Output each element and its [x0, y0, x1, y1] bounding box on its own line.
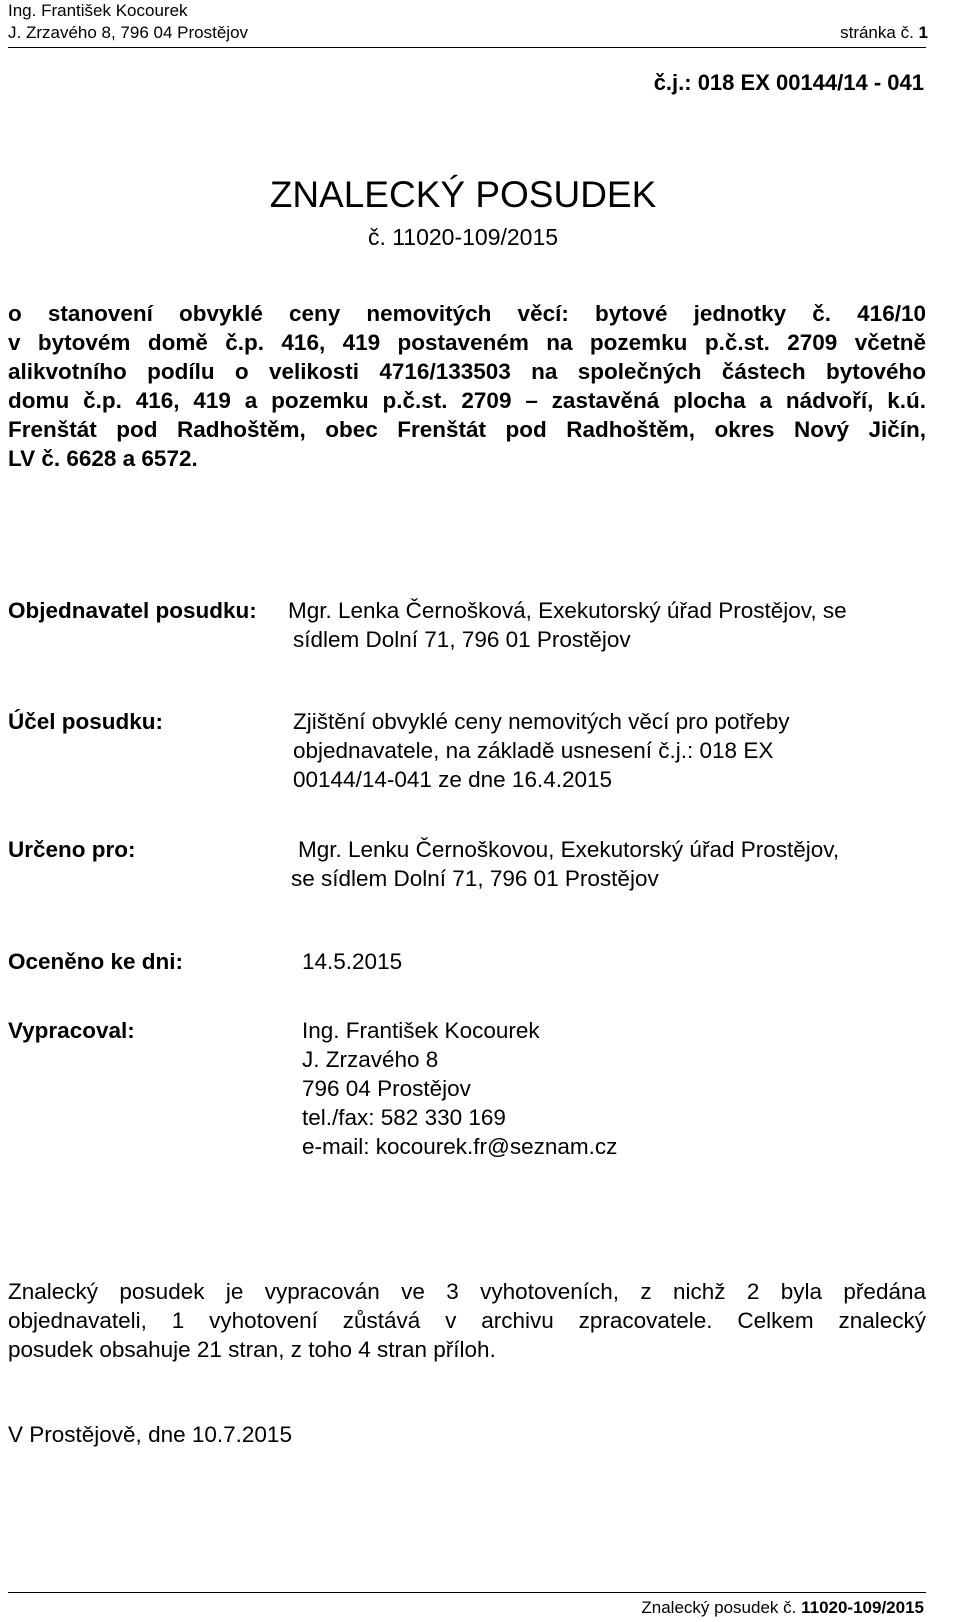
intended-for-label: Určeno pro:: [8, 837, 136, 862]
document-title: ZNALECKÝ POSUDEK: [269, 174, 657, 215]
header-author-address: J. Zrzavého 8, 796 04 Prostějov: [8, 23, 249, 42]
subject-line: LV č. 6628 a 6572.: [8, 446, 198, 471]
document-number: č. 11020-109/2015: [367, 224, 559, 250]
place-and-date: V Prostějově, dne 10.7.2015: [8, 1422, 292, 1447]
valuation-date-value: 14.5.2015: [302, 949, 403, 974]
purpose-line: Zjištění obvyklé ceny nemovitých věcí pro potřeby: [293, 709, 790, 734]
purpose-label: Účel posudku:: [8, 709, 164, 734]
intended-for-line: Mgr. Lenku Černoškovou, Exekutorský úřad Prostějov,: [298, 837, 840, 862]
prepared-by-line: tel./fax: 582 330 169: [302, 1105, 506, 1130]
subject-line: v bytovém domě č.p. 416, 419 postaveném na pozemku p.č.st. 2709 včetně: [8, 330, 926, 355]
orderer-line: sídlem Dolní 71, 796 01 Prostějov: [293, 627, 631, 652]
page-label: stránka č.: [840, 23, 914, 42]
prepared-by-line: 796 04 Prostějov: [302, 1076, 471, 1101]
header-author-name: Ing. František Kocourek: [8, 1, 188, 20]
prepared-by-line: J. Zrzavého 8: [302, 1047, 439, 1072]
subject-line: alikvotního podílu o velikosti 4716/133503 na společných částech bytového: [8, 359, 926, 384]
statement-line: posudek obsahuje 21 stran, z toho 4 stran příloh.: [8, 1337, 496, 1362]
purpose-line: objednavatele, na základě usnesení č.j.: 018 EX: [293, 738, 774, 763]
header-divider: [8, 47, 926, 48]
footer-divider: [8, 1592, 926, 1593]
prepared-by-line: Ing. František Kocourek: [302, 1018, 540, 1043]
subject-line: domu č.p. 416, 419 a pozemku p.č.st. 2709 – zastavěná plocha a nádvoří, k.ú.: [8, 388, 926, 413]
footer-number: 11020-109/2015: [801, 1598, 924, 1617]
statement-line: objednavateli, 1 vyhotovení zůstává v archivu zpracovatele. Celkem znalecký: [8, 1308, 926, 1333]
footer-label: Znalecký posudek č.: [641, 1598, 797, 1617]
statement-line: Znalecký posudek je vypracován ve 3 vyhotoveních, z nichž 2 byla předána: [8, 1279, 926, 1304]
subject-line: Frenštát pod Radhoštěm, obec Frenštát pod Radhoštěm, okres Nový Jičín,: [8, 417, 926, 442]
orderer-line: Mgr. Lenka Černošková, Exekutorský úřad Prostějov, se: [288, 598, 847, 623]
prepared-by-line: e-mail: kocourek.fr@seznam.cz: [302, 1134, 618, 1159]
purpose-line: 00144/14-041 ze dne 16.4.2015: [293, 767, 613, 792]
intended-for-line: se sídlem Dolní 71, 796 01 Prostějov: [291, 866, 659, 891]
case-reference: č.j.: 018 EX 00144/14 - 041: [653, 70, 924, 95]
page-number: 1: [918, 23, 928, 42]
orderer-label: Objednavatel posudku:: [8, 598, 257, 623]
header-page-indicator: [840, 22, 928, 44]
prepared-by-label: Vypracoval:: [8, 1018, 135, 1043]
valuation-date-label: Oceněno ke dni:: [8, 949, 184, 974]
subject-line: o stanovení obvyklé ceny nemovitých věcí: bytové jednotky č. 416/10: [8, 301, 926, 326]
footer-document-number: [641, 1597, 924, 1619]
